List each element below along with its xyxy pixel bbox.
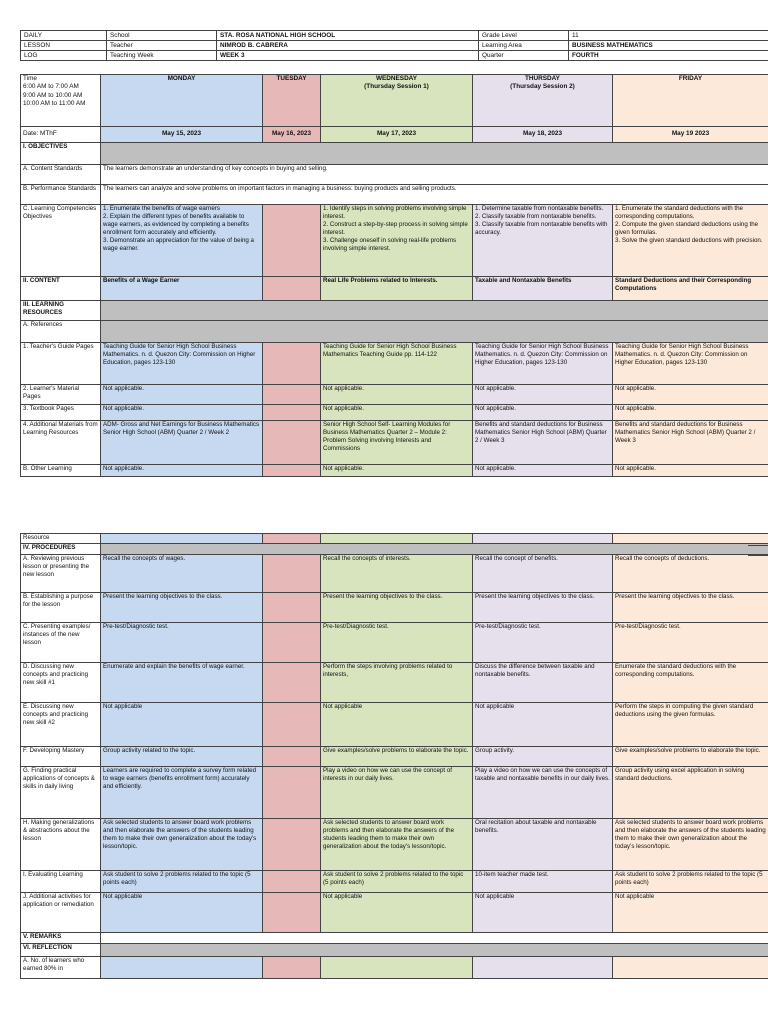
- proc-d-thursday: Discuss the difference between taxable and nontaxable benefits.: [473, 663, 613, 703]
- learners-material-monday: Not applicable.: [101, 385, 263, 405]
- proc-c-tuesday: [263, 623, 321, 663]
- day-header-tuesday: TUESDAY: [263, 75, 321, 127]
- proc-g-friday: Group activity using excel application in solving standard deductions.: [613, 767, 768, 819]
- teachers-guide-monday: Teaching Guide for Senior High School Business Mathematics. n. d. Quezon City: Commission on Higher Education, pages 123-130: [101, 343, 263, 385]
- proc-h-wednesday: Ask selected students to answer board work problems and then elaborate the answers of the students leading them to make their own generalization about the today's lesson/topic.: [321, 819, 473, 871]
- proc-h-tuesday: [263, 819, 321, 871]
- quarter-label: Quarter: [479, 51, 569, 61]
- proc-j-wednesday: Not applicable: [321, 893, 473, 933]
- quarter-value: FOURTH: [569, 51, 768, 61]
- content-wednesday: Real Life Problems related to Interests.: [321, 277, 473, 301]
- log-label-daily: DAILY: [21, 31, 107, 41]
- objectives-heading: I. OBJECTIVES: [21, 143, 101, 165]
- header-table: [20, 30, 768, 61]
- proc-f-friday: Give examples/solve problems to elaborate the topic.: [613, 747, 768, 767]
- proc-g-thursday: Play a video on how we can use the concepts of taxable and nontaxable benefits in our daily lives.: [473, 767, 613, 819]
- proc-e-label: E. Discussing new concepts and practicing new skill #2: [21, 703, 101, 747]
- other-resources-thursday: Not applicable.: [473, 465, 613, 477]
- other-resources-wednesday-cont: [321, 534, 473, 544]
- date-thursday: May 18, 2023: [473, 127, 613, 143]
- other-resources-monday-cont: [101, 534, 263, 544]
- area-label: Learning Area: [479, 41, 569, 51]
- competencies-wednesday: 1. Identify steps in solving problems involving simple interest. 2. Construct a step-by-step process in solving simple interest. 3. Challenge oneself in solving real-life problems involving simple interest.: [321, 205, 473, 277]
- teacher-label: Teacher: [107, 41, 217, 51]
- proc-a-wednesday: Recall the concepts of interests.: [321, 555, 473, 593]
- school-label: School: [107, 31, 217, 41]
- content-friday: Standard Deductions and their Corresponding Computations: [613, 277, 768, 301]
- proc-c-monday: Pre-test/Diagnostic test.: [101, 623, 263, 663]
- additional-materials-wednesday: Senior High School Self- Learning Modules for Business Mathematics Quarter 2 – Module 2: Problem Solving involving Interests and Commissions: [321, 421, 473, 465]
- additional-materials-monday: ADM- Gross and Net Earnings for Business Mathematics Senior High School (ABM) Quarter 2 / Week 2: [101, 421, 263, 465]
- other-resources-tuesday: [263, 465, 321, 477]
- competencies-label: C. Learning Competencies Objectives: [21, 205, 101, 277]
- proc-c-thursday: Pre-test/Diagnostic test.: [473, 623, 613, 663]
- proc-e-thursday: Not applicable: [473, 703, 613, 747]
- proc-a-thursday: Recall the concept of benefits.: [473, 555, 613, 593]
- content-tuesday: [263, 277, 321, 301]
- proc-f-wednesday: Give examples/solve problems to elaborate the topic.: [321, 747, 473, 767]
- teachers-guide-thursday: Teaching Guide for Senior High School Business Mathematics. n. d. Quezon City: Commission on Higher Education, pages 123-130: [473, 343, 613, 385]
- reflection-a-wednesday: [321, 957, 473, 979]
- proc-e-tuesday: [263, 703, 321, 747]
- learners-material-tuesday: [263, 385, 321, 405]
- competencies-tuesday: [263, 205, 321, 277]
- other-resources-friday-cont: [613, 534, 768, 544]
- time-value: 6:00 AM to 7:00 AM 9:00 AM to 10:00 AM 10:00 AM to 11:00 AM: [23, 83, 86, 107]
- proc-d-friday: Enumerate the standard deductions with the corresponding computations.: [613, 663, 768, 703]
- reflection-a-tuesday: [263, 957, 321, 979]
- log-label-lesson: LESSON: [21, 41, 107, 51]
- school-value: STA. ROSA NATIONAL HIGH SCHOOL: [217, 31, 479, 41]
- performance-standards-value: The learners can analyze and solve problems on important factors in managing a business: buying products and selling products.: [101, 185, 768, 205]
- proc-d-wednesday: Perform the steps involving problems related to interests,: [321, 663, 473, 703]
- proc-j-thursday: Not applicable: [473, 893, 613, 933]
- date-tuesday: May 16, 2023: [263, 127, 321, 143]
- content-thursday: Taxable and Nontaxable Benefits: [473, 277, 613, 301]
- section-bar-resources: [101, 301, 768, 321]
- week-label: Teaching Week: [107, 51, 217, 61]
- other-resources-wednesday: Not applicable.: [321, 465, 473, 477]
- competencies-friday: 1. Enumerate the standard deductions with the corresponding computations. 2. Compute the given standard deductions using the given formulas. 3. Solve the given standard deductions with precision.: [613, 205, 768, 277]
- proc-b-friday: Present the learning objectives to the class.: [613, 593, 768, 623]
- proc-i-friday: Ask student to solve 2 problems related to the topic (5 points each): [613, 871, 768, 893]
- additional-materials-tuesday: [263, 421, 321, 465]
- content-standards-value: The learners demonstrate an understanding of key concepts in buying and selling.: [101, 165, 768, 185]
- day-header-friday: FRIDAY: [613, 75, 768, 127]
- additional-materials-label: 4. Additional Materials from Learning Resources: [21, 421, 101, 465]
- additional-materials-thursday: Benefits and standard deductions for Business Mathematics Senior High School (ABM) Quarter 2 / Week 3: [473, 421, 613, 465]
- proc-e-friday: Perform the steps in computing the given standard deductions using the given formulas.: [613, 703, 768, 747]
- reflection-a-monday: [101, 957, 263, 979]
- proc-a-label: A. Reviewing previous lesson or presenting the new lesson: [21, 555, 101, 593]
- textbook-label: 3. Textbook Pages: [21, 405, 101, 421]
- proc-d-label: D. Discussing new concepts and practicing new skill #1: [21, 663, 101, 703]
- time-label: Time: [23, 75, 37, 82]
- procedures-heading: IV. PROCEDURES: [21, 544, 101, 555]
- remarks-value: [101, 933, 768, 944]
- textbook-wednesday: Not applicable.: [321, 405, 473, 421]
- proc-d-monday: Enumerate and explain the benefits of wage earner.: [101, 663, 263, 703]
- proc-c-wednesday: Pre-test/Diagnostic test.: [321, 623, 473, 663]
- proc-h-friday: Ask selected students to answer board work problems and then elaborate the answers of the students leading them to make their own generalization about the today's lesson/topic.: [613, 819, 768, 871]
- proc-i-tuesday: [263, 871, 321, 893]
- time-cell: [21, 75, 101, 127]
- learners-material-label: 2. Learner's Material Pages: [21, 385, 101, 405]
- grade-value: 11: [569, 31, 768, 41]
- proc-b-thursday: Present the learning objectives to the class.: [473, 593, 613, 623]
- learning-resources-heading: III. LEARNING RESOURCES: [21, 301, 101, 321]
- grade-label: Grade Level: [479, 31, 569, 41]
- other-resources-tuesday-cont: [263, 534, 321, 544]
- proc-j-label: J. Additional activities for application or remediation: [21, 893, 101, 933]
- day-header-wednesday: [321, 75, 473, 127]
- teachers-guide-friday: Teaching Guide for Senior High School Business Mathematics. n. d. Quezon City: Commission on Higher Education, pages 123-130: [613, 343, 768, 385]
- competencies-monday: 1. Enumerate the benefits of wage earners 2. Explain the different types of benefits available to wage earners, as evidenced by completing a benefits enrollment form accurately and efficiently. 3. Demonstrate an appreciation for the value of being a wage earner.: [101, 205, 263, 277]
- log-label-log: LOG: [21, 51, 107, 61]
- thursday-title: THURSDAY: [525, 75, 560, 82]
- other-resources-thursday-cont: [473, 534, 613, 544]
- proc-a-monday: Recall the concepts of wages.: [101, 555, 263, 593]
- proc-c-friday: Pre-test/Diagnostic test.: [613, 623, 768, 663]
- learners-material-friday: Not applicable.: [613, 385, 768, 405]
- proc-f-label: F. Developing Mastery: [21, 747, 101, 767]
- learners-material-thursday: Not applicable.: [473, 385, 613, 405]
- proc-f-thursday: Group activity.: [473, 747, 613, 767]
- thursday-session: (Thursday Session 2): [510, 83, 575, 91]
- proc-d-tuesday: [263, 663, 321, 703]
- section-bar-procedures: [101, 544, 768, 555]
- proc-g-monday: Learners are required to complete a survey form related to wage earners (benefits enrollment form) accurately and efficiently.: [101, 767, 263, 819]
- proc-h-thursday: Oral recitation about taxable and nontaxable benefits.: [473, 819, 613, 871]
- proc-f-tuesday: [263, 747, 321, 767]
- reflection-a-thursday: [473, 957, 613, 979]
- additional-materials-friday: Benefits and standard deductions for Business Mathematics Senior High School (ABM) Quarter 2 / Week 3: [613, 421, 768, 465]
- proc-h-label: H. Making generalizations & abstractions about the lesson: [21, 819, 101, 871]
- section-bar-references: [101, 321, 768, 343]
- other-resources-friday: Not applicable.: [613, 465, 768, 477]
- teachers-guide-wednesday: Teaching Guide for Senior High School Business Mathematics Teaching Guide pp. 114-122: [321, 343, 473, 385]
- other-resources-label: B. Other Learning: [21, 465, 101, 477]
- proc-b-tuesday: [263, 593, 321, 623]
- proc-j-monday: Not applicable: [101, 893, 263, 933]
- reflection-a-label: A. No. of learners who earned 80% in: [21, 957, 101, 979]
- proc-a-tuesday: [263, 555, 321, 593]
- content-label: II. CONTENT: [21, 277, 101, 301]
- proc-g-tuesday: [263, 767, 321, 819]
- section-bar-reflection: [101, 944, 768, 957]
- proc-i-wednesday: Ask student to solve 2 problems related to the topic (5 points each): [321, 871, 473, 893]
- section-bar-objectives: [101, 143, 768, 165]
- proc-b-wednesday: Present the learning objectives to the class.: [321, 593, 473, 623]
- teachers-guide-tuesday: [263, 343, 321, 385]
- stray-cell-border: [748, 545, 768, 556]
- proc-h-monday: Ask selected students to answer board work problems and then elaborate the answers of the students leading them to make their own generalization about the today's lesson/topic.: [101, 819, 263, 871]
- proc-i-thursday: 10-item teacher made test.: [473, 871, 613, 893]
- textbook-friday: Not applicable.: [613, 405, 768, 421]
- proc-g-label: G. Finding practical applications of concepts & skills in daily living: [21, 767, 101, 819]
- week-value: WEEK 3: [217, 51, 479, 61]
- reflection-heading: VI. REFLECTION: [21, 944, 101, 957]
- proc-e-monday: Not applicable: [101, 703, 263, 747]
- content-monday: Benefits of a Wage Earner: [101, 277, 263, 301]
- proc-i-label: I. Evaluating Learning: [21, 871, 101, 893]
- area-value: BUSINESS MATHEMATICS: [569, 41, 768, 51]
- proc-c-label: C. Presenting examples/ instances of the new lesson: [21, 623, 101, 663]
- lesson-table-page-2: [20, 533, 768, 979]
- day-header-monday: MONDAY: [101, 75, 263, 127]
- proc-j-friday: Not applicable: [613, 893, 768, 933]
- textbook-monday: Not applicable.: [101, 405, 263, 421]
- proc-j-tuesday: [263, 893, 321, 933]
- proc-b-label: B. Establishing a purpose for the lesson: [21, 593, 101, 623]
- teachers-guide-label: 1. Teacher's Guide Pages: [21, 343, 101, 385]
- wednesday-title: WEDNESDAY: [376, 75, 417, 82]
- learners-material-wednesday: Not applicable.: [321, 385, 473, 405]
- reflection-a-friday: [613, 957, 768, 979]
- day-header-thursday: [473, 75, 613, 127]
- teacher-value: NIMROD B. CABRERA: [217, 41, 479, 51]
- performance-standards-label: B. Performance Standards: [21, 185, 101, 205]
- date-label: Date: MThF: [21, 127, 101, 143]
- textbook-thursday: Not applicable.: [473, 405, 613, 421]
- proc-b-monday: Present the learning objectives to the class.: [101, 593, 263, 623]
- other-resources-monday: Not applicable.: [101, 465, 263, 477]
- proc-f-monday: Group activity related to the topic.: [101, 747, 263, 767]
- other-resources-label-continued: Resource: [21, 534, 101, 544]
- wednesday-session: (Thursday Session 1): [364, 83, 429, 91]
- references-label: A. References: [21, 321, 101, 343]
- textbook-tuesday: [263, 405, 321, 421]
- proc-g-wednesday: Play a video on how we can use the concept of interests in our daily lives.: [321, 767, 473, 819]
- content-standards-label: A. Content Standards: [21, 165, 101, 185]
- date-friday: May 19 2023: [613, 127, 768, 143]
- date-monday: May 15, 2023: [101, 127, 263, 143]
- proc-a-friday: Recall the concepts of deductions.: [613, 555, 768, 593]
- date-wednesday: May 17, 2023: [321, 127, 473, 143]
- proc-i-monday: Ask student to solve 2 problems related to the topic (5 points each): [101, 871, 263, 893]
- remarks-heading: V. REMARKS: [21, 933, 101, 944]
- lesson-table-page-1: [20, 74, 768, 477]
- proc-e-wednesday: Not applicable: [321, 703, 473, 747]
- competencies-thursday: 1. Determine taxable from nontaxable benefits. 2. Classify taxable from nontaxable benefits. 3. Classify taxable from nontaxable benefits with accuracy.: [473, 205, 613, 277]
